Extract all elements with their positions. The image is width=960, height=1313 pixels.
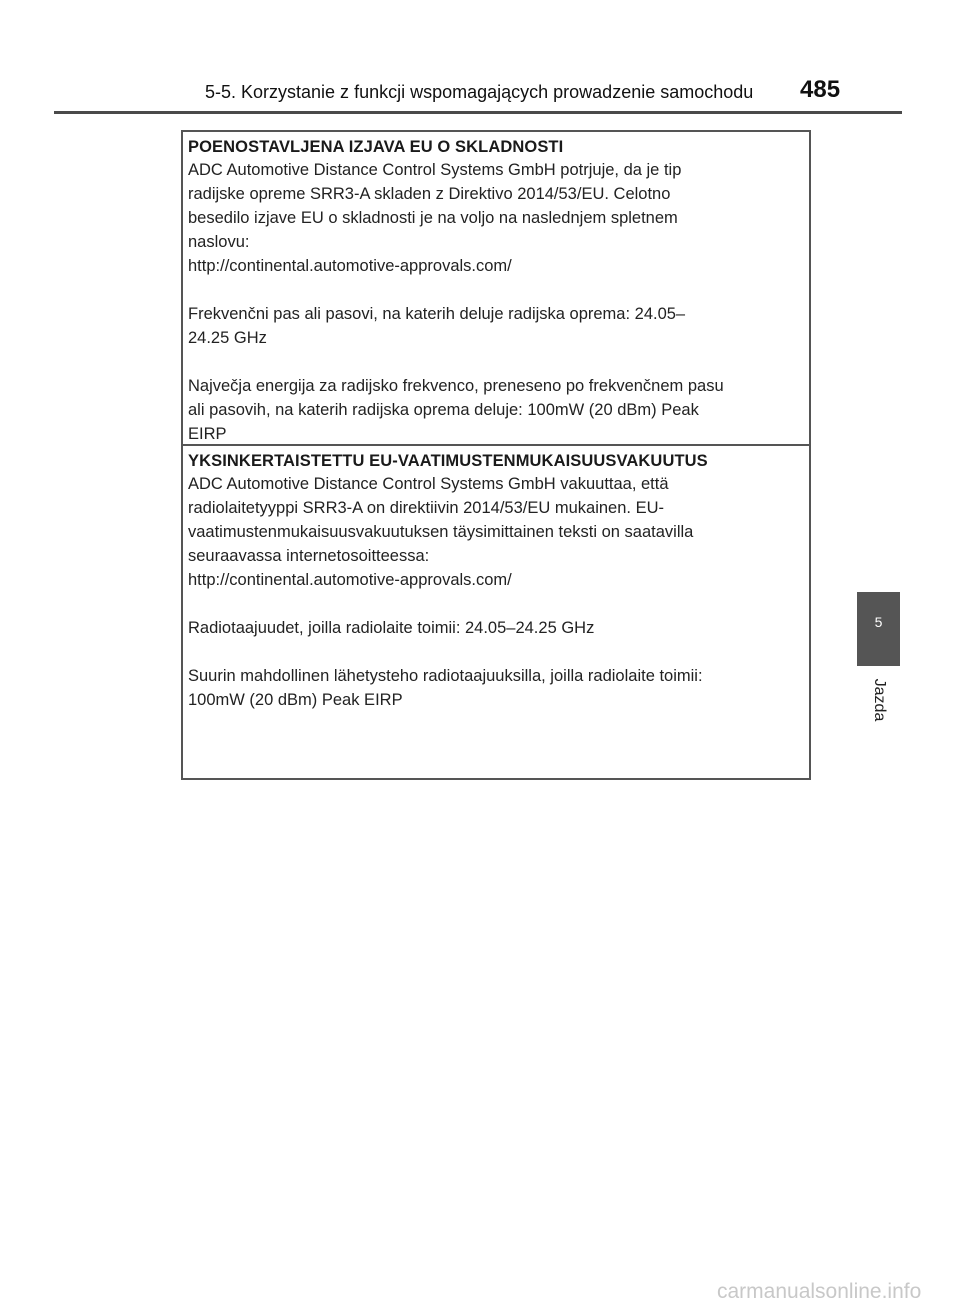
declaration-heading: YKSINKERTAISTETTU EU-VAATIMUSTENMUKAISUUSVAKUUTUS <box>188 452 708 470</box>
paragraph-gap <box>188 350 804 374</box>
declaration-body <box>188 158 804 446</box>
declaration-line: radiolaitetyyppi SRR3-A on direktiivin 2014/53/EU mukainen. EU- <box>188 499 664 517</box>
chapter-label: Jazda <box>871 678 888 722</box>
declaration-heading: POENOSTAVLJENA IZJAVA EU O SKLADNOSTI <box>188 138 564 156</box>
page-number: 485 <box>800 76 841 103</box>
chapter-number: 5 <box>874 614 883 630</box>
declaration-line: 24.25 GHz <box>188 329 267 347</box>
chapter-tab <box>857 592 900 666</box>
declaration-line: http://continental.automotive-approvals.com/ <box>188 257 512 275</box>
declaration-line: ali pasovih, na katerih radijska oprema deluje: 100mW (20 dBm) Peak <box>188 401 699 419</box>
declaration-line: Radiotaajuudet, joilla radiolaite toimii: 24.05–24.25 GHz <box>188 619 595 637</box>
header-divider <box>54 111 902 114</box>
declaration-line: radijske opreme SRR3-A skladen z Direktivo 2014/53/EU. Celotno <box>188 185 671 203</box>
paragraph-gap <box>188 592 804 616</box>
declaration-line: Suurin mahdollinen lähetysteho radiotaajuuksilla, joilla radiolaite toimii: <box>188 667 703 685</box>
declaration-line: vaatimustenmukaisuusvakuutuksen täysimittainen teksti on saatavilla <box>188 523 694 541</box>
declaration-line: Največja energija za radijsko frekvenco, preneseno po frekvenčnem pasu <box>188 377 724 395</box>
section-title: 5-5. Korzystanie z funkcji wspomagających prowadzenie samochodu <box>205 82 754 102</box>
declaration-line: ADC Automotive Distance Control Systems GmbH vakuuttaa, että <box>188 475 669 493</box>
declaration-line: Frekvenčni pas ali pasovi, na katerih deluje radijska oprema: 24.05– <box>188 305 686 323</box>
declaration-line: besedilo izjave EU o skladnosti je na voljo na naslednjem spletnem <box>188 209 678 227</box>
watermark: carmanualsonline.info <box>717 1280 922 1303</box>
declaration-line: seuraavassa internetosoitteessa: <box>188 547 430 565</box>
declaration-slovenian <box>181 130 811 446</box>
paragraph-gap <box>188 278 804 302</box>
declaration-line: ADC Automotive Distance Control Systems GmbH potrjuje, da je tip <box>188 161 682 179</box>
paragraph-gap <box>188 640 804 664</box>
declaration-line: EIRP <box>188 425 227 443</box>
declaration-finnish <box>181 444 811 780</box>
declaration-line: 100mW (20 dBm) Peak EIRP <box>188 691 403 709</box>
declaration-line: naslovu: <box>188 233 250 251</box>
declaration-line: http://continental.automotive-approvals.com/ <box>188 571 512 589</box>
declaration-body <box>188 472 804 712</box>
